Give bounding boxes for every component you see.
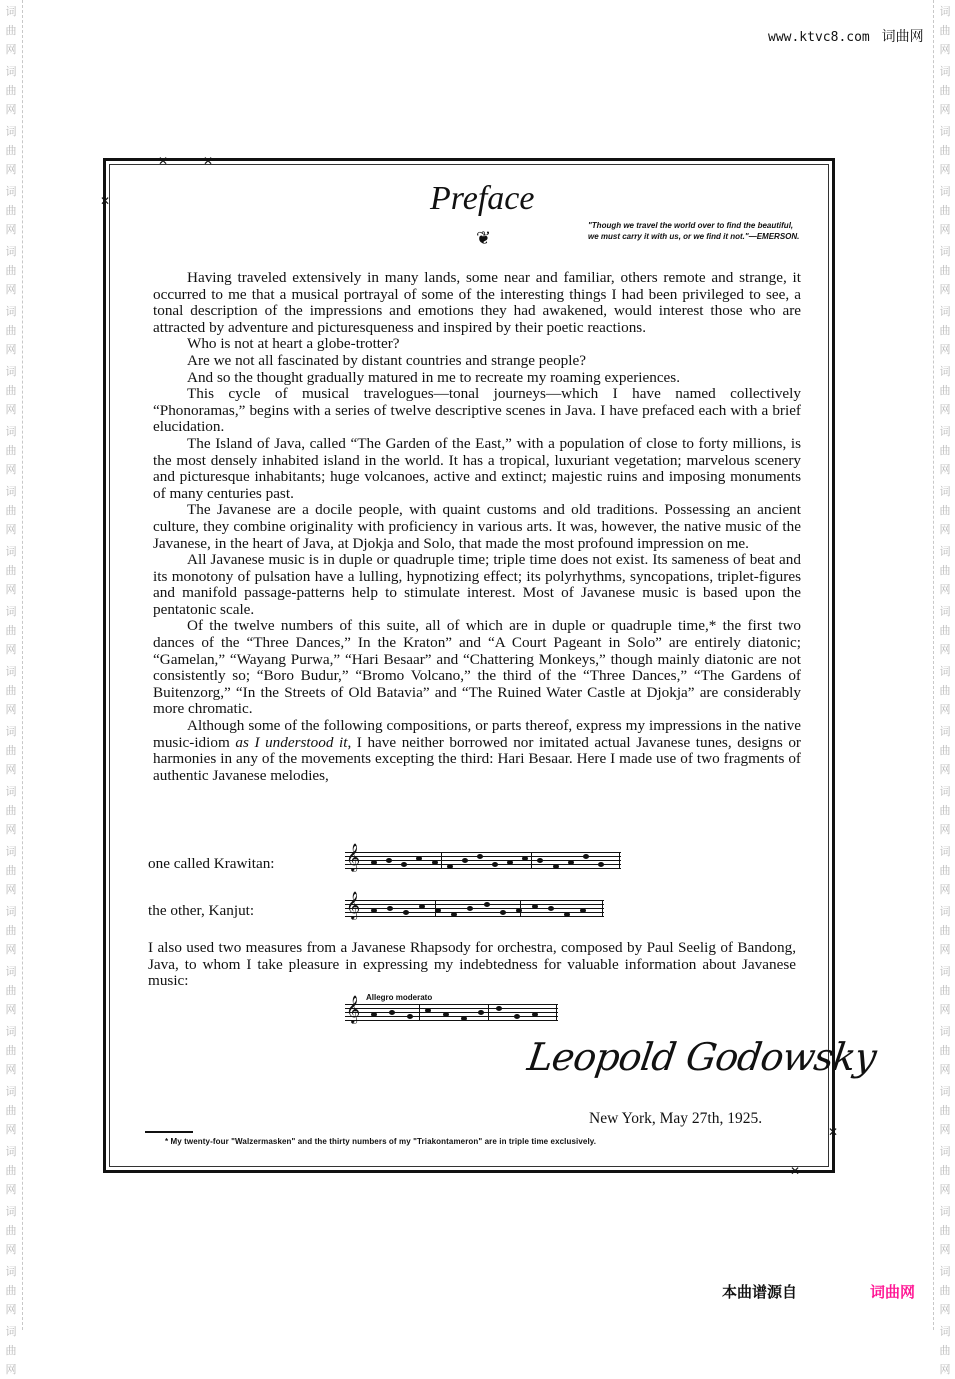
watermark-char: 词 (939, 725, 951, 738)
watermark-char: 网 (939, 1063, 951, 1076)
note-head (432, 860, 438, 865)
watermark-char: 曲 (939, 684, 951, 697)
watermark-char: 曲 (939, 504, 951, 517)
watermark-char: 网 (939, 43, 951, 56)
watermark-char: 网 (5, 103, 17, 116)
watermark-group (934, 362, 955, 419)
paragraph-rhapsody: I also used two measures from a Javanese Rhapsody for orchestra, composed by Paul Seelig of Bandong, Java, to whom I take pleasure in expressing my indebtedness for valuable information about Javanese music: (148, 939, 796, 990)
bar-line (619, 852, 620, 869)
watermark-char: 词 (5, 1085, 17, 1098)
watermark-group (934, 1142, 955, 1199)
paragraph: The Javanese are a docile people, with quaint customs and old traditions. Possessing an ancient culture, they combine originality with proficiency in various arts. It was, however, the native music of the Javanese, in the heart of Java, at Djokja and Solo, that made the most profound impression on me. (153, 501, 801, 552)
watermark-char: 词 (939, 965, 951, 978)
watermark-char: 曲 (939, 384, 951, 397)
bar-line (435, 900, 436, 917)
watermark-char: 曲 (939, 264, 951, 277)
staff-line (345, 904, 604, 905)
watermark-char: 曲 (5, 1284, 17, 1297)
watermark-group (0, 902, 22, 959)
watermark-char: 网 (939, 403, 951, 416)
border-ornament: ✕ (828, 1125, 839, 1139)
music-example-label-kanjut: the other, Kanjut: (148, 902, 255, 919)
watermark-char: 词 (5, 545, 17, 558)
watermark-char: 网 (5, 343, 17, 356)
signature: Leopold Godowsky (524, 1035, 879, 1079)
watermark-char: 曲 (5, 504, 17, 517)
watermark-char: 网 (5, 163, 17, 176)
watermark-group (934, 422, 955, 479)
watermark-char: 词 (5, 305, 17, 318)
watermark-group (0, 1022, 22, 1079)
note-head (477, 854, 483, 859)
paragraph: This cycle of musical travelogues—tonal journeys—which I have named collectively “Phonoramas,” begins with a series of twelve descriptive scenes in Java. I have prefaced each with a brief elucidation. (153, 385, 801, 436)
watermark-char: 曲 (939, 564, 951, 577)
watermark-char: 曲 (939, 924, 951, 937)
border-ornament: ✕ (203, 154, 214, 168)
watermark-char: 曲 (5, 684, 17, 697)
watermark-group (934, 62, 955, 119)
watermark-char: 网 (939, 1363, 951, 1376)
watermark-group (0, 662, 22, 719)
watermark-char: 词 (939, 905, 951, 918)
note-head (583, 854, 589, 859)
watermark-char: 曲 (939, 144, 951, 157)
note-head (537, 858, 543, 863)
watermark-group (0, 722, 22, 779)
site-url[interactable]: www.ktvc8.com (768, 30, 870, 45)
watermark-char: 曲 (939, 864, 951, 877)
watermark-char: 词 (5, 425, 17, 438)
note-head (443, 1012, 449, 1017)
watermark-char: 曲 (939, 1284, 951, 1297)
bar-line (441, 852, 442, 869)
watermark-char: 网 (939, 583, 951, 596)
staff-line (345, 1020, 558, 1021)
watermark-group (934, 902, 955, 959)
staff-line (345, 1008, 558, 1009)
watermark-group (0, 1202, 22, 1259)
music-example-label-krawitan: one called Krawitan: (148, 855, 275, 872)
watermark-char: 词 (5, 905, 17, 918)
watermark-char: 词 (939, 65, 951, 78)
watermark-char: 网 (939, 1003, 951, 1016)
watermark-group (934, 782, 955, 839)
watermark-char: 曲 (939, 324, 951, 337)
watermark-char: 曲 (5, 1344, 17, 1357)
watermark-group (934, 842, 955, 899)
paragraph: Who is not at heart a globe-trotter? (187, 335, 400, 353)
watermark-char: 曲 (5, 24, 17, 37)
border-ornament: ✕ (158, 154, 169, 168)
watermark-group (0, 362, 22, 419)
watermark-char: 词 (5, 665, 17, 678)
site-header (768, 26, 924, 46)
watermark-char: 词 (5, 125, 17, 138)
watermark-char: 曲 (5, 624, 17, 637)
note-head (492, 862, 498, 867)
watermark-char: 网 (939, 703, 951, 716)
watermark-char: 曲 (5, 324, 17, 337)
watermark-group (934, 1022, 955, 1079)
watermark-group (0, 842, 22, 899)
note-head (532, 904, 538, 909)
watermark-char: 曲 (939, 1344, 951, 1357)
watermark-char: 词 (939, 365, 951, 378)
note-head (478, 1010, 484, 1015)
watermark-char: 曲 (939, 984, 951, 997)
paragraph-although (153, 718, 801, 784)
watermark-char: 曲 (939, 624, 951, 637)
text-run: Although some of the following compositions, or parts thereof, express my impressions in the native music-idiom (153, 717, 801, 751)
watermark-char: 曲 (5, 1104, 17, 1117)
watermark-group (0, 1262, 22, 1319)
watermark-char: 曲 (5, 1164, 17, 1177)
watermark-group (0, 782, 22, 839)
watermark-group (0, 422, 22, 479)
fleuron-ornament-icon: ❦ (476, 228, 492, 248)
watermark-char: 网 (939, 763, 951, 776)
note-head (496, 1006, 502, 1011)
watermark-char: 曲 (5, 84, 17, 97)
watermark-char: 词 (939, 1025, 951, 1038)
watermark-char: 词 (939, 665, 951, 678)
watermark-group (934, 602, 955, 659)
tempo-marking: Allegro moderato (366, 993, 433, 1002)
watermark-char: 词 (939, 425, 951, 438)
watermark-char: 曲 (5, 444, 17, 457)
note-head (467, 906, 473, 911)
watermark-char: 词 (5, 5, 17, 18)
watermark-char: 词 (939, 1205, 951, 1218)
note-head (371, 1012, 377, 1017)
watermark-char: 词 (5, 785, 17, 798)
watermark-char: 曲 (5, 264, 17, 277)
note-head (389, 1010, 395, 1015)
watermark-char: 词 (5, 1265, 17, 1278)
note-head (568, 860, 574, 865)
border-ornament: ✕ (790, 1164, 801, 1178)
watermark-group (0, 62, 22, 119)
watermark-char: 网 (939, 343, 951, 356)
watermark-char: 曲 (939, 24, 951, 37)
watermark-char: 词 (5, 1325, 17, 1338)
note-head (548, 906, 554, 911)
note-head (462, 858, 468, 863)
epigraph-quote: "Though we travel the world over to find the beautiful, we must carry it with us, or we find it not."—EMERSON. (588, 221, 800, 241)
watermark-char: 网 (939, 883, 951, 896)
watermark-group (0, 122, 22, 179)
watermark-char: 网 (5, 763, 17, 776)
music-staff-kanjut (345, 893, 604, 920)
rhapsody-paragraph-block (148, 940, 796, 990)
staff-line (345, 908, 604, 909)
watermark-char: 曲 (939, 444, 951, 457)
note-head (371, 860, 377, 865)
page-title: Preface (430, 180, 535, 217)
paragraph: All Javanese music is in duple or quadruple time; triple time does not exist. Its sameness of beat and its monotony of pulsation have a lulling, hypnotizing effect; its polyrhythms, syncopations, triplet-figures and manifold passage-patterns help to stimulate interest. Most of Javanese music is based upon the pentatonic scale. (153, 551, 801, 618)
watermark-char: 曲 (939, 1044, 951, 1057)
watermark-char: 网 (939, 943, 951, 956)
watermark-char: 词 (939, 5, 951, 18)
staff-line (345, 1012, 558, 1013)
paragraph: Are we not all fascinated by distant countries and strange people? (187, 351, 586, 369)
watermark-char: 网 (5, 43, 17, 56)
watermark-group (0, 1082, 22, 1139)
watermark-char: 网 (939, 1183, 951, 1196)
watermark-char: 网 (5, 583, 17, 596)
staff-line (345, 856, 621, 857)
watermark-char: 词 (5, 1025, 17, 1038)
watermark-char: 曲 (5, 804, 17, 817)
watermark-char: 网 (5, 283, 17, 296)
watermark-group (934, 182, 955, 239)
watermark-char: 词 (939, 305, 951, 318)
watermark-char: 词 (939, 845, 951, 858)
staff-line (345, 868, 621, 869)
watermark-group (0, 242, 22, 299)
watermark-char: 网 (939, 163, 951, 176)
bar-line (556, 1004, 557, 1021)
watermark-char: 词 (5, 845, 17, 858)
bar-line (602, 900, 603, 917)
watermark-char: 词 (939, 785, 951, 798)
watermark-char: 曲 (939, 84, 951, 97)
watermark-char: 词 (939, 125, 951, 138)
watermark-char: 词 (5, 1205, 17, 1218)
paragraph: Having traveled extensively in many lands, some near and familiar, others remote and strange, it occurred to me that a musical portrayal of some of the interesting things I had been privileged to see, a tonal description of the impressions and emotions they had awakened, would interest those who are attracted by adventure and picturesqueness and inspired by their poetic reactions. (153, 269, 801, 336)
watermark-char: 网 (5, 403, 17, 416)
note-head (598, 862, 604, 867)
watermark-char: 网 (5, 523, 17, 536)
paragraph: Of the twelve numbers of this suite, all of which are in duple or quadruple time,* the first two dances of the “Three Dances,” In the Kraton” and “A Court Pageant in Solo” are entirely diatonic; “Gamelan,” “Wayang Purwa,” “Hari Besaar” and “Chattering Monkeys,” though mainly diatonic are not consistently so; “Boro Budur,” “Bromo Volcano,” the third of the “Three Dances,” “The Gardens of Buitenzorg,” “In the Streets of Old Batavia” and “The Ruined Water Castle at Djokja” are considerably more chromatic. (153, 617, 801, 718)
note-head (403, 910, 409, 915)
watermark-group (934, 302, 955, 359)
watermark-char: 网 (5, 1303, 17, 1316)
note-head (514, 1014, 520, 1019)
watermark-char: 词 (5, 965, 17, 978)
watermark-group (0, 602, 22, 659)
watermark-char: 词 (939, 1085, 951, 1098)
watermark-group (934, 2, 955, 59)
note-head (387, 906, 393, 911)
watermark-char: 网 (939, 223, 951, 236)
watermark-char: 网 (939, 1303, 951, 1316)
watermark-char: 词 (939, 1145, 951, 1158)
watermark-char: 曲 (939, 1164, 951, 1177)
watermark-char: 曲 (5, 144, 17, 157)
note-head (386, 858, 392, 863)
watermark-group (934, 1202, 955, 1259)
staff-line (345, 1016, 558, 1017)
watermark-group (934, 122, 955, 179)
footnote-rule (145, 1131, 193, 1133)
note-head (371, 908, 377, 913)
site-name[interactable]: 词曲网 (881, 29, 924, 45)
bar-line (531, 852, 532, 869)
watermark-char: 网 (939, 463, 951, 476)
watermark-group (934, 722, 955, 779)
watermark-char: 网 (939, 1243, 951, 1256)
watermark-char: 网 (5, 823, 17, 836)
bar-line (488, 1004, 489, 1021)
watermark-char: 词 (5, 725, 17, 738)
watermark-char: 词 (939, 245, 951, 258)
watermark-char: 词 (5, 605, 17, 618)
watermark-char: 曲 (5, 564, 17, 577)
watermark-char: 曲 (939, 744, 951, 757)
watermark-group (0, 482, 22, 539)
watermark-char: 网 (5, 883, 17, 896)
watermark-char: 网 (939, 283, 951, 296)
watermark-strip-right (933, 0, 955, 1376)
watermark-group (0, 962, 22, 1019)
watermark-char: 曲 (5, 384, 17, 397)
note-head (425, 1008, 431, 1013)
watermark-char: 网 (5, 1183, 17, 1196)
footer-source-label: 本曲谱源自 (722, 1283, 798, 1301)
watermark-char: 网 (939, 523, 951, 536)
text-run: , I have neither borrowed nor imitated actual Javanese tunes, designs or harmonies in any of the movements excepting the third: Hari Besaar. Here I made use of two fragments of authentic Javanese melodies, (153, 733, 801, 784)
watermark-group (0, 182, 22, 239)
watermark-char: 曲 (5, 204, 17, 217)
note-head (564, 912, 570, 917)
bar-line (520, 900, 521, 917)
watermark-char: 网 (939, 823, 951, 836)
treble-clef-icon: 𝄞 (346, 845, 361, 871)
staff-line (345, 864, 621, 865)
watermark-group (0, 542, 22, 599)
watermark-char: 曲 (939, 804, 951, 817)
bar-line (419, 1004, 420, 1021)
watermark-char: 网 (939, 1123, 951, 1136)
watermark-group (934, 242, 955, 299)
watermark-char: 网 (5, 1363, 17, 1376)
footer-site-link[interactable]: 词曲网 (870, 1283, 916, 1301)
music-staff-krawitan (345, 845, 621, 872)
watermark-group (0, 302, 22, 359)
watermark-char: 网 (5, 943, 17, 956)
paragraph: And so the thought gradually matured in me to recreate my roaming experiences. (187, 368, 681, 386)
watermark-char: 曲 (939, 1104, 951, 1117)
watermark-char: 词 (5, 485, 17, 498)
watermark-char: 网 (939, 643, 951, 656)
border-ornament: ✕ (100, 194, 111, 208)
place-date: New York, May 27th, 1925. (589, 1110, 763, 1127)
watermark-char: 网 (5, 1243, 17, 1256)
note-head (484, 902, 490, 907)
watermark-char: 词 (939, 605, 951, 618)
watermark-char: 词 (939, 1325, 951, 1338)
note-head (580, 908, 586, 913)
watermark-group (934, 1082, 955, 1139)
watermark-group (934, 962, 955, 1019)
watermark-group (934, 542, 955, 599)
watermark-char: 网 (5, 1123, 17, 1136)
watermark-char: 曲 (5, 924, 17, 937)
watermark-char: 曲 (5, 1224, 17, 1237)
watermark-char: 网 (5, 1003, 17, 1016)
watermark-char: 网 (939, 103, 951, 116)
watermark-char: 词 (939, 1265, 951, 1278)
staff-line (345, 1004, 558, 1005)
note-head (500, 910, 506, 915)
watermark-group (934, 482, 955, 539)
watermark-char: 词 (5, 1145, 17, 1158)
watermark-char: 曲 (5, 864, 17, 877)
watermark-char: 词 (939, 185, 951, 198)
watermark-char: 词 (5, 245, 17, 258)
preface-body (153, 270, 801, 784)
watermark-char: 词 (939, 485, 951, 498)
watermark-char: 曲 (5, 984, 17, 997)
watermark-char: 曲 (939, 1224, 951, 1237)
treble-clef-icon: 𝄞 (346, 893, 361, 919)
watermark-strip-left (0, 0, 23, 1376)
watermark-char: 曲 (5, 1044, 17, 1057)
treble-clef-icon: 𝄞 (346, 997, 361, 1023)
footnote: * My twenty-four "Walzermasken" and the thirty numbers of my "Triakontameron" are in triple time exclusively. (165, 1137, 597, 1146)
watermark-char: 词 (5, 365, 17, 378)
watermark-group (934, 662, 955, 719)
watermark-char: 网 (5, 1063, 17, 1076)
watermark-char: 网 (5, 463, 17, 476)
paragraph: The Island of Java, called “The Garden of the East,” with a population of close to forty millions, is the most densely inhabited island in the world. It has a tropical, luxuriant vegetation; marvelous scenery and picturesque inhabitants; huge volcanoes, active and extinct; majestic ruins and imposing monuments of many centuries past. (153, 434, 801, 502)
watermark-group (934, 1322, 955, 1379)
note-head (401, 862, 407, 867)
watermark-group (0, 1142, 22, 1199)
note-head (407, 1014, 413, 1019)
watermark-char: 网 (5, 643, 17, 656)
watermark-group (934, 1262, 955, 1319)
watermark-group (0, 2, 22, 59)
note-head (461, 1016, 467, 1021)
note-head (447, 864, 453, 869)
watermark-char: 曲 (5, 744, 17, 757)
watermark-char: 网 (5, 703, 17, 716)
staff-line (345, 900, 604, 901)
watermark-char: 词 (939, 545, 951, 558)
watermark-char: 曲 (939, 204, 951, 217)
watermark-char: 网 (5, 223, 17, 236)
watermark-char: 词 (5, 185, 17, 198)
staff-line (345, 852, 621, 853)
watermark-char: 词 (5, 65, 17, 78)
watermark-group (0, 1322, 22, 1379)
note-head (553, 864, 559, 869)
emphasis-text: as I understood it (235, 733, 348, 751)
